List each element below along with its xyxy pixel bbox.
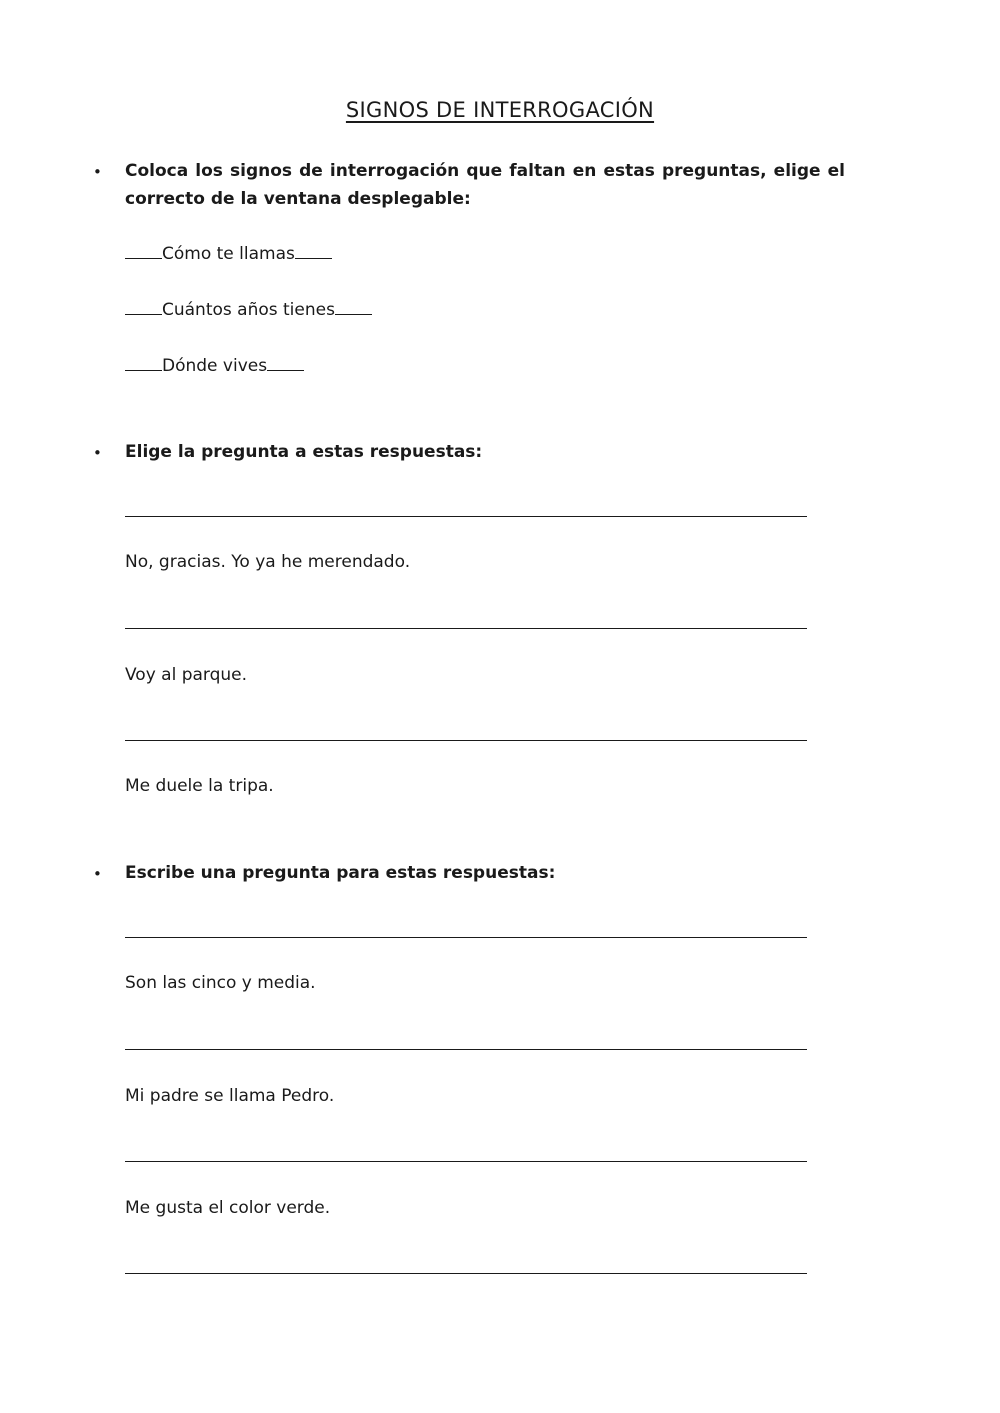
opening-mark-dropdown[interactable] [125, 356, 162, 371]
response-text: Son las cinco y media. [125, 973, 316, 993]
answer-line[interactable] [125, 740, 807, 741]
question-item [125, 356, 304, 376]
closing-mark-dropdown[interactable] [295, 244, 332, 259]
opening-mark-dropdown[interactable] [125, 300, 162, 315]
bullet-icon: • [93, 865, 102, 883]
closing-mark-dropdown[interactable] [335, 300, 372, 315]
question-text: Cuántos años tienes [162, 300, 335, 320]
question-item [125, 300, 372, 320]
bullet-icon: • [93, 444, 102, 462]
question-text: Dónde vives [162, 356, 268, 376]
answer-line[interactable] [125, 516, 807, 517]
page-title: SIGNOS DE INTERROGACIÓN [345, 98, 655, 122]
answer-line[interactable] [125, 937, 807, 938]
section-3-instruction: Escribe una pregunta para estas respuestas: [125, 863, 556, 883]
question-text: Cómo te llamas [162, 244, 295, 264]
section-1-instruction: Coloca los signos de interrogación que faltan en estas preguntas, elige el correcto de la ventana desplegable: [125, 161, 845, 209]
question-item [125, 244, 332, 264]
answer-line[interactable] [125, 1273, 807, 1274]
section-2-instruction: Elige la pregunta a estas respuestas: [125, 442, 483, 462]
response-text: Mi padre se llama Pedro. [125, 1086, 335, 1106]
opening-mark-dropdown[interactable] [125, 244, 162, 259]
answer-line[interactable] [125, 628, 807, 629]
response-text: Me duele la tripa. [125, 776, 274, 796]
response-text: No, gracias. Yo ya he merendado. [125, 552, 411, 572]
closing-mark-dropdown[interactable] [267, 356, 304, 371]
answer-line[interactable] [125, 1161, 807, 1162]
response-text: Me gusta el color verde. [125, 1198, 331, 1218]
response-text: Voy al parque. [125, 665, 248, 685]
answer-line[interactable] [125, 1049, 807, 1050]
bullet-icon: • [93, 163, 102, 181]
